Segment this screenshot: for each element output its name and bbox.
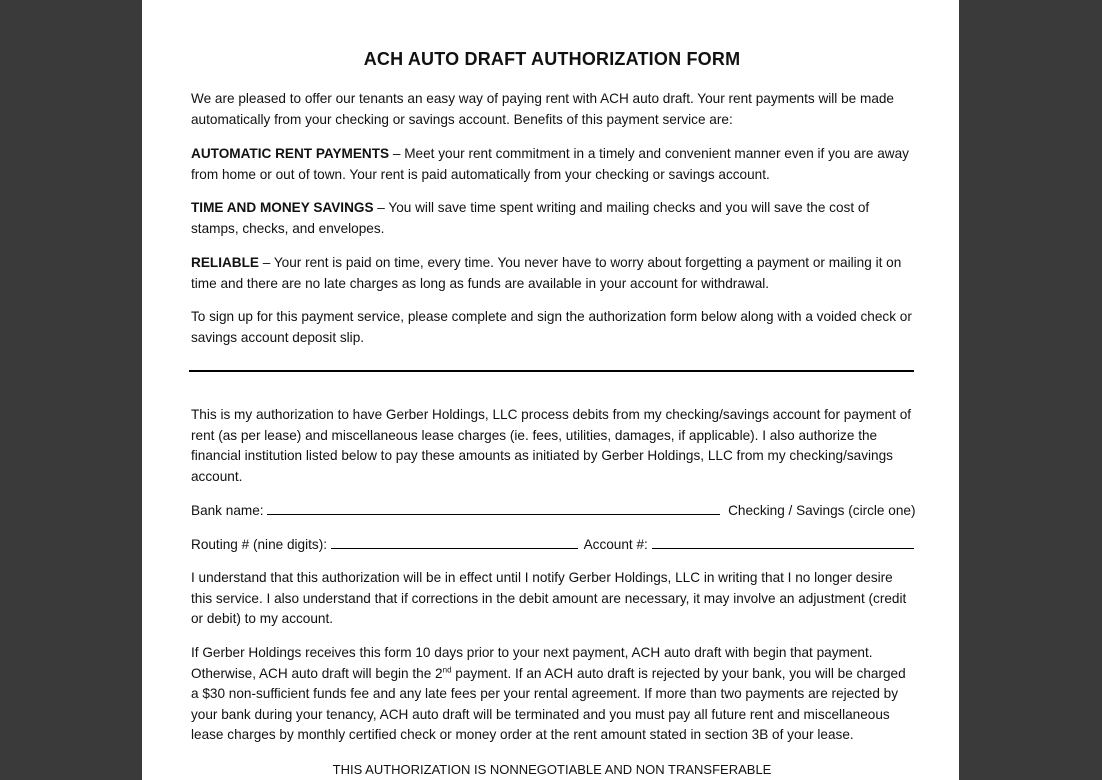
account-number-field[interactable]: [652, 535, 914, 549]
form-title: ACH AUTO DRAFT AUTHORIZATION FORM: [363, 49, 741, 69]
benefit-heading: AUTOMATIC RENT PAYMENTS: [191, 146, 390, 161]
benefit-time-money-savings: [191, 198, 913, 239]
bank-name-row: [191, 501, 916, 522]
authorization-paragraph: This is my authorization to have Gerber Holdings, LLC process debits from my checking/savings account for payment of rent (as per lease) and miscellaneous lease charges (ie. fees, utilities, damages, if applicable). I also authorize the financial institution listed below to pay these amounts as initiated by Gerber Holdings, LLC from my checking/savings account.: [191, 407, 912, 484]
benefit-text: – You will save time spent writing and mailing checks and you will save the cost of stamps, checks, and envelopes.: [191, 200, 870, 236]
signup-paragraph: To sign up for this payment service, please complete and sign the authorization form below along with a voided check or savings account deposit slip.: [191, 309, 912, 345]
routing-number-field[interactable]: [331, 535, 578, 549]
account-number-label: Account #:: [583, 537, 648, 552]
section-divider: [189, 370, 914, 372]
benefit-reliable: [191, 253, 913, 294]
bank-name-field[interactable]: [267, 501, 720, 515]
routing-label: Routing # (nine digits):: [191, 537, 328, 552]
timing-text-part2: payment. If an ACH auto draft is rejected by your bank, you will be charged a $30 non-sufficient funds fee and any late fees per your rental agreement. If more than two payments are rejected by your bank during your tenancy, ACH auto draft will be terminated and you must pay all future rent and miscellaneous lease charges by monthly certified check or money order at the rent amount stated in section 3B of your lease.: [191, 665, 906, 742]
benefit-automatic-payments: [191, 144, 913, 185]
benefit-text: – Your rent is paid on time, every time. You never have to worry about forgetting a payment or mailing it on time and there are no late charges as long as funds are available in your account for withdrawal.: [191, 255, 902, 291]
benefit-text: – Meet your rent commitment in a timely and convenient manner even if you are away from home or out of town. Your rent is paid automatically from your checking or savings account.: [191, 146, 909, 182]
document-page: [142, 0, 959, 780]
intro-paragraph: We are pleased to offer our tenants an easy way of paying rent with ACH auto draft. Your rent payments will be made automatically from your checking or savings account. Benefits of this payment service are:: [191, 91, 894, 127]
timing-text-part1: If Gerber Holdings receives this form 10 days prior to your next payment, ACH auto draft with begin that payment. Otherwise, ACH auto draft will begin the 2: [191, 645, 873, 681]
benefit-heading: TIME AND MONEY SAVINGS: [191, 200, 374, 215]
bank-name-label: Bank name:: [191, 503, 264, 518]
account-type-label: Checking / Savings (circle one): [728, 503, 916, 518]
timing-paragraph: [191, 643, 913, 746]
benefit-heading: RELIABLE: [191, 255, 259, 270]
ordinal-suffix: nd: [442, 664, 452, 674]
nonnegotiable-notice: THIS AUTHORIZATION IS NONNEGOTIABLE AND NON TRANSFERABLE: [332, 762, 772, 777]
understand-paragraph: I understand that this authorization will be in effect until I notify Gerber Holdings, LLC in writing that I no longer desire this service. I also understand that if corrections in the debit amount are necessary, it may involve an adjustment (credit or debit) to my account.: [191, 570, 907, 626]
routing-account-row: [191, 535, 913, 556]
